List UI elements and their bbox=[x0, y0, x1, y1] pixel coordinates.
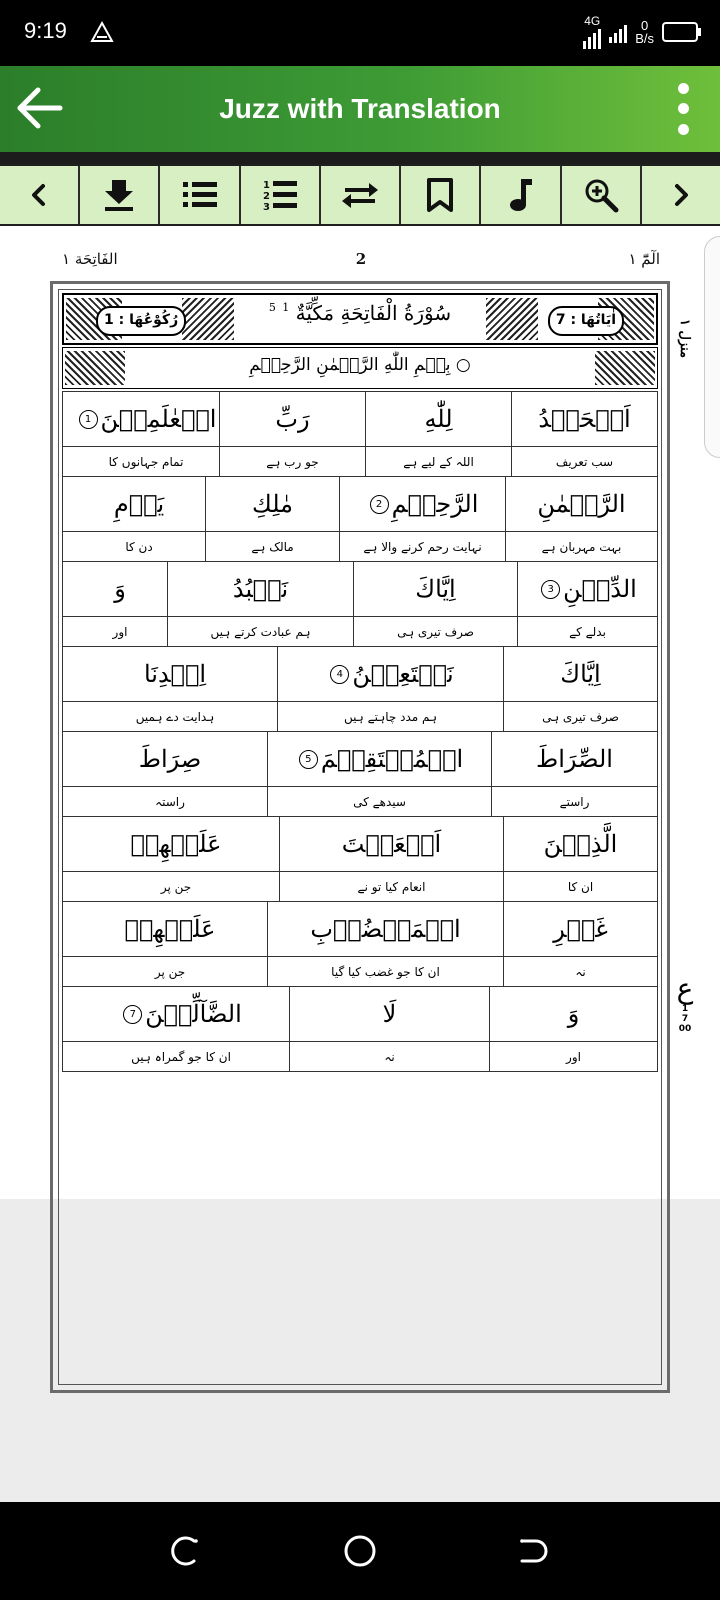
status-bar bbox=[0, 0, 720, 66]
arabic-word-cell[interactable] bbox=[73, 902, 267, 956]
swap-button[interactable] bbox=[321, 166, 401, 224]
manzil-label: منزل ۱ bbox=[676, 318, 692, 358]
arabic-word: نَسۡتَعِيۡنُ bbox=[352, 660, 454, 688]
surah-title: $^5$ سُوْرَةُ الْفَاتِحَةِ مَكِّيَّةٌ $^1$ bbox=[268, 301, 452, 325]
back-nav-button[interactable] bbox=[514, 1531, 554, 1571]
next-page-button[interactable] bbox=[642, 166, 720, 224]
toolbar-separator bbox=[0, 152, 720, 164]
list-icon bbox=[182, 179, 218, 211]
arabic-word: اَلۡحَمۡدُ bbox=[538, 405, 631, 433]
status-time: 9:19 bbox=[24, 18, 67, 43]
arabic-word-cell[interactable] bbox=[339, 477, 505, 531]
urdu-translation: سیدھے کی bbox=[353, 794, 406, 809]
zoom-in-icon bbox=[583, 177, 619, 213]
download-button[interactable] bbox=[80, 166, 160, 224]
translation-cell bbox=[339, 532, 505, 561]
network-type: 4G bbox=[584, 14, 601, 28]
edge-panel-handle[interactable] bbox=[704, 236, 720, 458]
translation-cell bbox=[511, 447, 657, 476]
juz-header-label: الٓمّٓ ۱ bbox=[628, 250, 660, 268]
translation-cell bbox=[365, 447, 511, 476]
arabic-word: اِيَّاكَ bbox=[415, 575, 456, 603]
urdu-translation: ہم عبادت کرتے ہیں bbox=[210, 624, 311, 639]
urdu-translation: مالک ہے bbox=[251, 539, 294, 554]
chevron-right-icon bbox=[666, 180, 696, 210]
app-title: Juzz with Translation bbox=[219, 93, 501, 124]
arabic-word: اَنۡعَمۡتَ bbox=[341, 830, 442, 858]
arabic-word-cell[interactable] bbox=[73, 562, 167, 616]
urdu-translation: انعام کیا تو نے bbox=[357, 879, 426, 894]
arabic-word-cell[interactable] bbox=[503, 902, 657, 956]
translation-cell bbox=[73, 957, 267, 986]
urdu-translation: اور bbox=[566, 1049, 581, 1064]
arabic-row bbox=[63, 987, 657, 1042]
arabic-row bbox=[63, 562, 657, 617]
translation-cell bbox=[73, 872, 279, 901]
status-indicators bbox=[583, 14, 698, 50]
arabic-word-cell[interactable] bbox=[491, 732, 657, 786]
urdu-translation: ہدایت دے ہمیں bbox=[135, 709, 215, 724]
arabic-word: وَ bbox=[114, 575, 126, 603]
translation-cell bbox=[73, 702, 277, 731]
word-block bbox=[62, 561, 658, 647]
swap-arrows-icon bbox=[341, 180, 379, 210]
translation-cell bbox=[505, 532, 657, 561]
svg-text:3: 3 bbox=[262, 202, 270, 213]
translation-row bbox=[63, 702, 657, 731]
translation-cell bbox=[219, 447, 365, 476]
surah-banner bbox=[62, 293, 658, 345]
zoom-in-button[interactable] bbox=[562, 166, 642, 224]
urdu-translation: صرف تیری ہی bbox=[542, 709, 619, 724]
translation-cell bbox=[503, 957, 657, 986]
arabic-word: الۡمَغۡضُوۡبِ bbox=[310, 915, 461, 943]
recents-button[interactable] bbox=[166, 1531, 206, 1571]
translation-cell bbox=[73, 447, 219, 476]
arabic-word-cell[interactable] bbox=[279, 817, 503, 871]
urdu-translation: ان کا bbox=[567, 879, 594, 894]
more-vert-icon bbox=[678, 83, 689, 94]
arabic-word-cell[interactable] bbox=[277, 647, 503, 701]
urdu-translation: جو رب ہے bbox=[266, 454, 319, 469]
ayah-number-marker: 2 bbox=[370, 495, 389, 514]
arabic-word: صِرَاطَ bbox=[138, 745, 202, 773]
arabic-word: الرَّحۡمٰنِ bbox=[537, 490, 626, 518]
word-block bbox=[62, 986, 658, 1072]
bookmark-button[interactable] bbox=[401, 166, 481, 224]
arabic-word-cell[interactable] bbox=[353, 562, 517, 616]
translation-cell bbox=[73, 1042, 289, 1071]
translation-cell bbox=[503, 872, 657, 901]
arabic-word-cell[interactable] bbox=[365, 392, 511, 446]
ayah-number-marker: 3 bbox=[541, 580, 560, 599]
urdu-translation: راستہ bbox=[155, 794, 185, 809]
translation-cell bbox=[491, 787, 657, 816]
ayah-number-marker: 7 bbox=[123, 1005, 142, 1024]
arabic-word: الضَّآلِّيۡنَ bbox=[145, 1000, 242, 1028]
arabic-word-cell[interactable] bbox=[73, 647, 277, 701]
back-nav-icon bbox=[514, 1531, 554, 1571]
arabic-word-cell[interactable] bbox=[289, 987, 489, 1041]
page-header bbox=[62, 250, 660, 276]
signal-icon bbox=[583, 27, 601, 49]
arabic-word: الَّذِيۡنَ bbox=[543, 830, 618, 858]
arabic-word: مٰلِكِ bbox=[251, 490, 294, 518]
translation-cell bbox=[517, 617, 657, 646]
translation-cell bbox=[73, 532, 205, 561]
ayat-count-label: اٰيَاتُهَا : 7 bbox=[548, 306, 624, 336]
arabic-word-cell[interactable] bbox=[267, 732, 491, 786]
bookmark-icon bbox=[426, 178, 454, 212]
arabic-word-cell[interactable] bbox=[511, 392, 657, 446]
app-bar bbox=[0, 66, 720, 152]
translation-cell bbox=[353, 617, 517, 646]
arabic-word: وَ bbox=[567, 1000, 580, 1028]
translation-cell bbox=[267, 957, 503, 986]
arabic-word-cell[interactable] bbox=[73, 732, 267, 786]
translation-row bbox=[63, 1042, 657, 1071]
surah-header-label: الفَاتِحَة ۱ bbox=[62, 250, 118, 268]
arabic-word-cell[interactable] bbox=[267, 902, 503, 956]
translation-cell bbox=[503, 702, 657, 731]
arabic-word: الدِّيۡنِ bbox=[563, 575, 637, 603]
arabic-word: عَلَيۡهِمۡ bbox=[130, 830, 222, 858]
arabic-word-cell[interactable] bbox=[205, 477, 339, 531]
ayah-number-marker: 5 bbox=[299, 750, 318, 769]
word-block bbox=[62, 901, 658, 987]
arabic-row bbox=[63, 647, 657, 702]
arabic-row bbox=[63, 817, 657, 872]
urdu-translation: جن پر bbox=[154, 964, 186, 979]
urdu-translation: سب تعریف bbox=[555, 454, 614, 469]
urdu-translation: ان کا جو غضب کیا گیا bbox=[331, 964, 440, 979]
translation-row bbox=[63, 447, 657, 476]
urdu-translation: راستے bbox=[559, 794, 590, 809]
translation-cell bbox=[73, 617, 167, 646]
arabic-row bbox=[63, 392, 657, 447]
arabic-word: الرَّحِيۡمِ bbox=[391, 490, 479, 518]
svg-text:1: 1 bbox=[262, 180, 270, 191]
ruku-count-label: رُكُوْعُهَا : 1 bbox=[96, 306, 186, 336]
arabic-word: اِيَّاكَ bbox=[560, 660, 601, 688]
arabic-word: رَبِّ bbox=[275, 405, 310, 433]
quran-page bbox=[0, 226, 720, 1199]
ayah-number-marker: 1 bbox=[79, 410, 98, 429]
urdu-translation: بہت مہربان ہے bbox=[541, 539, 622, 554]
arabic-word-cell[interactable] bbox=[73, 817, 279, 871]
urdu-translation: نہ bbox=[384, 1049, 395, 1064]
music-note-icon bbox=[505, 177, 535, 213]
arabic-word: لَا bbox=[382, 1000, 397, 1028]
recents-icon bbox=[166, 1531, 206, 1571]
arabic-word-cell[interactable] bbox=[73, 477, 205, 531]
translation-cell bbox=[73, 787, 267, 816]
numbered-list-button[interactable] bbox=[241, 166, 321, 224]
translation-row bbox=[63, 957, 657, 986]
svg-text:2: 2 bbox=[262, 191, 270, 202]
prev-page-button[interactable] bbox=[0, 166, 80, 224]
arabic-row bbox=[63, 732, 657, 787]
arabic-word: نَعۡبُدُ bbox=[232, 575, 289, 603]
warning-triangle-icon bbox=[90, 20, 114, 44]
arabic-word-cell[interactable] bbox=[517, 562, 657, 616]
arabic-word: اِهۡدِنَا bbox=[143, 660, 207, 688]
arabic-word-cell[interactable] bbox=[503, 647, 657, 701]
translation-cell bbox=[205, 532, 339, 561]
translation-cell bbox=[279, 872, 503, 901]
translation-cell bbox=[289, 1042, 489, 1071]
arabic-row bbox=[63, 902, 657, 957]
arabic-word: يَوۡمِ bbox=[113, 490, 165, 518]
download-icon bbox=[102, 178, 136, 212]
urdu-translation: اور bbox=[112, 624, 128, 639]
translation-row bbox=[63, 787, 657, 816]
system-nav-bar bbox=[0, 1502, 720, 1600]
arabic-word: غَيۡرِ bbox=[553, 915, 608, 943]
arabic-word-cell[interactable] bbox=[73, 392, 219, 446]
urdu-translation: ہم مدد چاہتے ہیں bbox=[343, 709, 438, 724]
arabic-word-cell[interactable] bbox=[489, 987, 657, 1041]
urdu-translation: اللہ کے لیے ہے bbox=[403, 454, 474, 469]
translation-cell bbox=[277, 702, 503, 731]
word-block bbox=[62, 646, 658, 732]
arabic-word: لِلّٰهِ bbox=[424, 405, 453, 433]
chevron-left-icon bbox=[24, 180, 54, 210]
translation-cell bbox=[267, 787, 491, 816]
numbered-list-icon bbox=[262, 177, 298, 213]
ayah-number-marker: 4 bbox=[330, 665, 349, 684]
arabic-row bbox=[63, 477, 657, 532]
data-speed: 0 B/s bbox=[635, 18, 654, 46]
page-number: 2 bbox=[355, 250, 367, 268]
arabic-word-cell[interactable] bbox=[219, 392, 365, 446]
urdu-translation: جن پر bbox=[160, 879, 192, 894]
arabic-word: الصِّرَاطَ bbox=[536, 745, 613, 773]
audio-button[interactable] bbox=[481, 166, 561, 224]
translation-row bbox=[63, 617, 657, 646]
urdu-translation: ان کا جو گمراہ ہیں bbox=[131, 1049, 231, 1064]
home-circle-icon bbox=[340, 1531, 380, 1571]
word-block bbox=[62, 731, 658, 817]
signal-icon-2 bbox=[609, 21, 627, 43]
translation-cell bbox=[167, 617, 353, 646]
ruku-marker: ع 1 7 00 bbox=[676, 972, 694, 1034]
overflow-menu-button[interactable] bbox=[668, 78, 698, 140]
arabic-word-cell[interactable] bbox=[505, 477, 657, 531]
page-frame bbox=[50, 281, 670, 1393]
translation-cell bbox=[489, 1042, 657, 1071]
arabic-word-cell[interactable] bbox=[73, 987, 289, 1041]
urdu-translation: صرف تیری ہی bbox=[397, 624, 474, 639]
bismillah: بِسۡمِ اللّٰهِ الرَّحۡمٰنِ الرَّحِيۡمِ ○ bbox=[62, 347, 658, 389]
arabic-word-cell[interactable] bbox=[503, 817, 657, 871]
urdu-translation: تمام جہانوں کا bbox=[108, 454, 184, 469]
word-block bbox=[62, 816, 658, 902]
translation-row bbox=[63, 532, 657, 561]
urdu-translation: دن کا bbox=[125, 539, 153, 554]
toolbar bbox=[0, 164, 720, 226]
urdu-translation: نہ bbox=[575, 964, 586, 979]
translation-row bbox=[63, 872, 657, 901]
word-block bbox=[62, 476, 658, 562]
surah-list-button[interactable] bbox=[160, 166, 240, 224]
arabic-word: عَلَيۡهِمۡ bbox=[124, 915, 216, 943]
arabic-word: الۡمُسۡتَقِيۡمَ bbox=[320, 745, 464, 773]
arabic-word: الۡعٰلَمِيۡنَ bbox=[100, 405, 217, 433]
arabic-word-cell[interactable] bbox=[167, 562, 353, 616]
urdu-translation: نہایت رحم کرنے والا ہے bbox=[363, 539, 482, 554]
word-block bbox=[62, 391, 658, 477]
urdu-translation: بدلے کے bbox=[569, 624, 606, 639]
battery-icon bbox=[662, 22, 698, 42]
home-button[interactable] bbox=[340, 1531, 380, 1571]
